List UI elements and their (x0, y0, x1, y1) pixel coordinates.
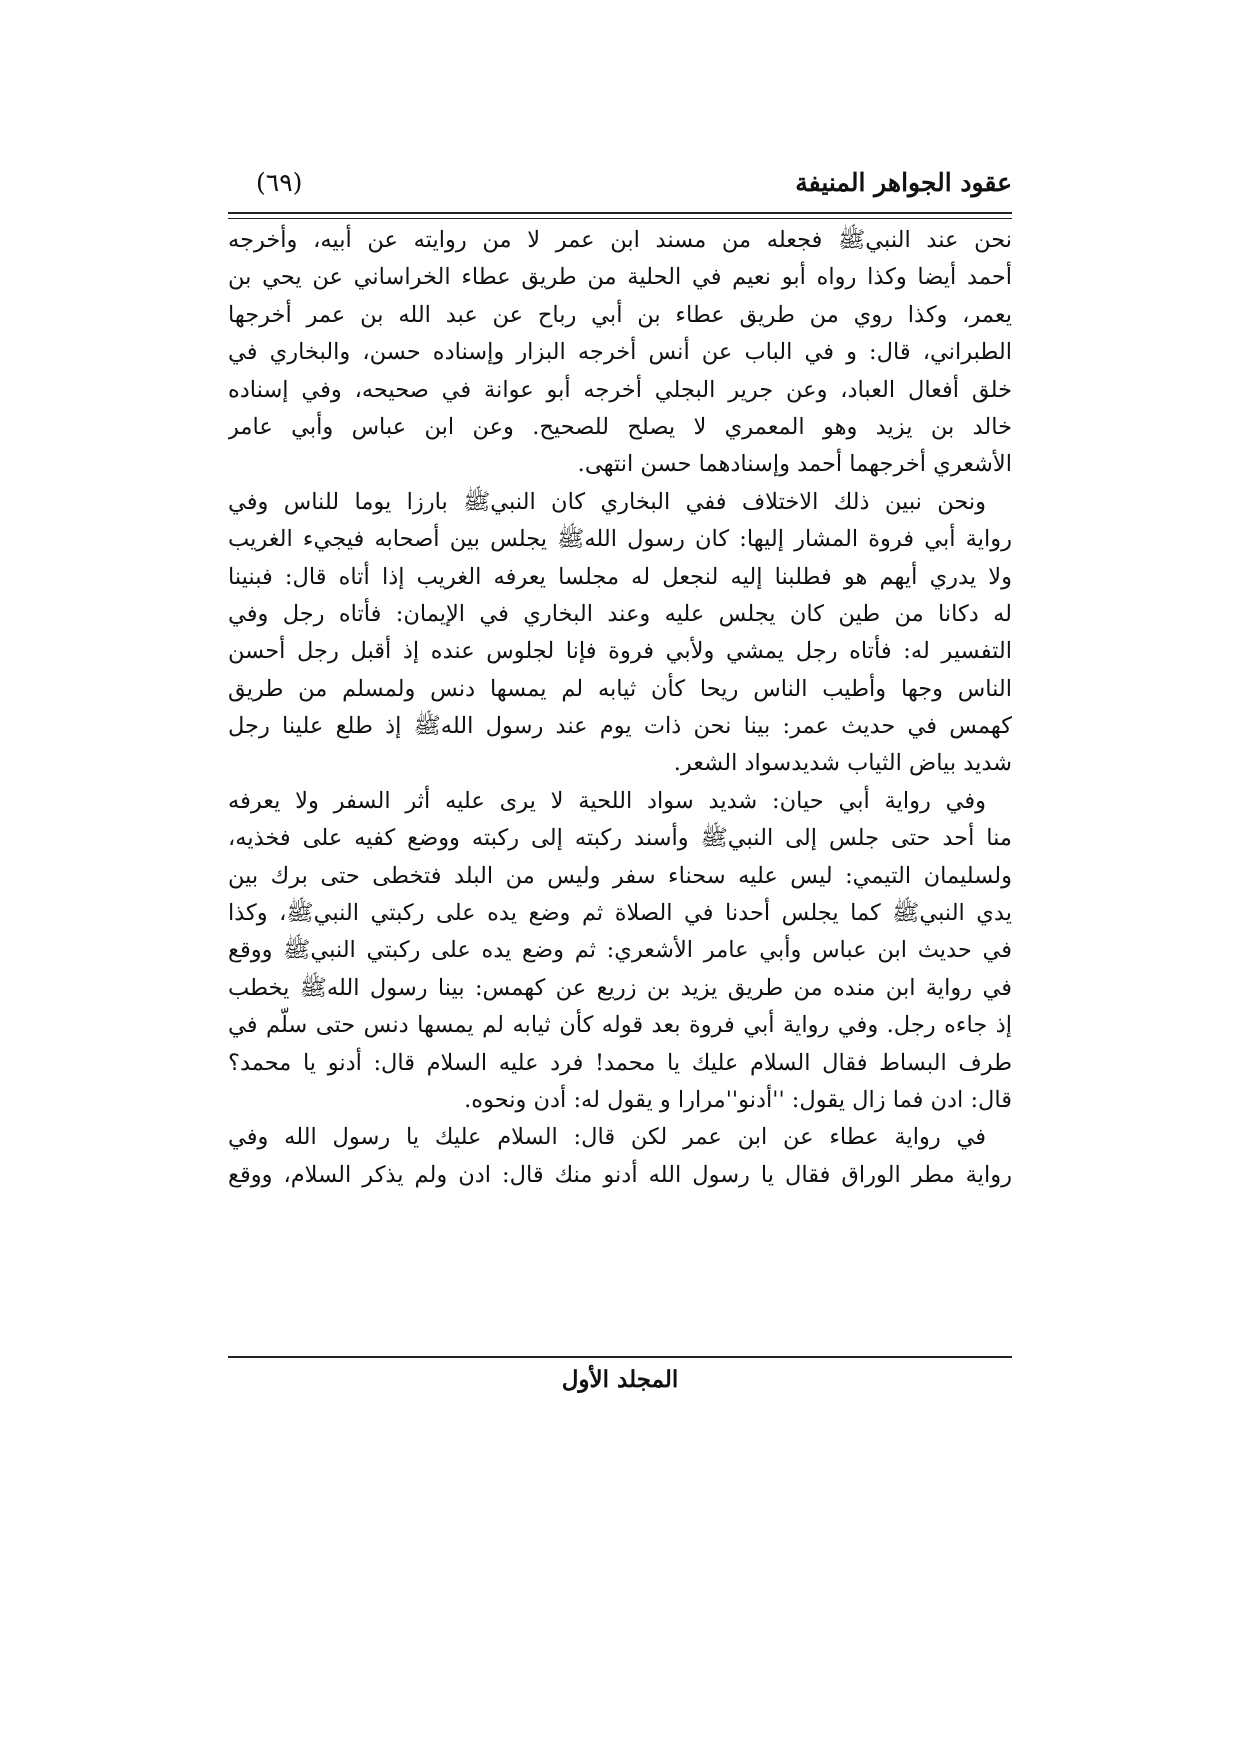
text-line: في حديث ابن عباس وأبي عامر الأشعري: ثم وضع يده على ركبتي النبيﷺ ووقع (228, 937, 1012, 964)
text-line: قال: ادن فما زال يقول: ''أدنو''مرارا و يقول له: أدن ونحوه. (464, 1086, 1012, 1113)
text-line: إذ جاءه رجل. وفي رواية أبي فروة بعد قوله كأن ثيابه لم يمسها دنس حتى سلّم في (228, 1012, 1012, 1039)
text-line: ونحن نبين ذلك الاختلاف ففي البخاري كان النبيﷺ بارزا يوما للناس وفي (228, 488, 986, 515)
book-title: عقود الجواهر المنيفة (795, 168, 1012, 197)
text-line: خلق أفعال العباد، وعن جرير البجلي أخرجه أبو عوانة في صحيحه، وفي إسناده (228, 376, 1012, 403)
running-header (228, 168, 1012, 208)
paragraph (228, 222, 1012, 484)
page-number: (٦٩) (256, 168, 303, 197)
text-line: يدي النبيﷺ كما يجلس أحدنا في الصلاة ثم وضع يده على ركبتي النبيﷺ، وكذا (228, 900, 1012, 927)
text-line: الناس وجها وأطيب الناس ريحا كأن ثيابه لم يمسها دنس ولمسلم من طريق (228, 675, 1012, 702)
text-line: في رواية ابن منده من طريق يزيد بن زريع عن كهمس: بينا رسول اللهﷺ يخطب (228, 974, 1012, 1001)
paragraph (228, 783, 1012, 1120)
text-line: كهمس في حديث عمر: بينا نحن ذات يوم عند رسول اللهﷺ إذ طلع علينا رجل (228, 713, 1012, 740)
footer-divider (228, 1356, 1012, 1358)
text-line: طرف البساط فقال السلام عليك يا محمد! فرد عليه السلام قال: أدنو يا محمد؟ (228, 1049, 1012, 1076)
text-line: الطبراني، قال: و في الباب عن أنس أخرجه البزار وإسناده حسن، والبخاري في (228, 339, 1012, 366)
page-body (228, 222, 1012, 1194)
text-line: وفي رواية أبي حيان: شديد سواد اللحية لا يرى عليه أثر السفر ولا يعرفه (228, 787, 986, 814)
volume-label: المجلد الأول (561, 1366, 679, 1393)
text-line: خالد بن يزيد وهو المعمري لا يصلح للصحيح. وعن ابن عباس وأبي عامر (228, 413, 1012, 440)
text-line: ولا يدري أيهم هو فطلبنا إليه لنجعل له مجلسا يعرفه الغريب إذا أتاه قال: فبنينا (228, 563, 1012, 590)
text-line: رواية أبي فروة المشار إليها: كان رسول اللهﷺ يجلس بين أصحابه فيجيء الغريب (228, 526, 1012, 553)
text-line: في رواية عطاء عن ابن عمر لكن قال: السلام عليك يا رسول الله وفي (228, 1124, 986, 1151)
text-line: له دكانا من طين كان يجلس عليه وعند البخاري في الإيمان: فأتاه رجل وفي (228, 600, 1012, 627)
text-line: نحن عند النبيﷺ فجعله من مسند ابن عمر لا من روايته عن أبيه، وأخرجه (228, 227, 1012, 253)
text-line: التفسير له: فأتاه رجل يمشي ولأبي فروة فإنا لجلوس عنده إذ أقبل رجل أحسن (228, 638, 1012, 665)
header-divider (228, 212, 1012, 219)
text-line: ولسليمان التيمي: ليس عليه سحناء سفر وليس من البلد فتخطى حتى برك بين (228, 862, 1012, 889)
paragraph (228, 1119, 1012, 1194)
paragraph (228, 484, 1012, 783)
text-line: أحمد أيضا وكذا رواه أبو نعيم في الحلية من طريق عطاء الخراساني عن يحي بن (228, 264, 1012, 291)
text-line: الأشعري أخرجهما أحمد وإسنادهما حسن انتهى. (577, 451, 1012, 478)
text-line: رواية مطر الوراق فقال يا رسول الله أدنو منك قال: ادن ولم يذكر السلام، ووقع (228, 1161, 1012, 1188)
text-line: شديد بياض الثياب شديدسواد الشعر. (673, 750, 1012, 777)
text-line: منا أحد حتى جلس إلى النبيﷺ وأسند ركبته إلى ركبته ووضع كفيه على فخذيه، (228, 825, 1012, 852)
text-line: يعمر، وكذا روي من طريق عطاء بن أبي رباح عن عبد الله بن عمر أخرجها (228, 301, 1012, 328)
